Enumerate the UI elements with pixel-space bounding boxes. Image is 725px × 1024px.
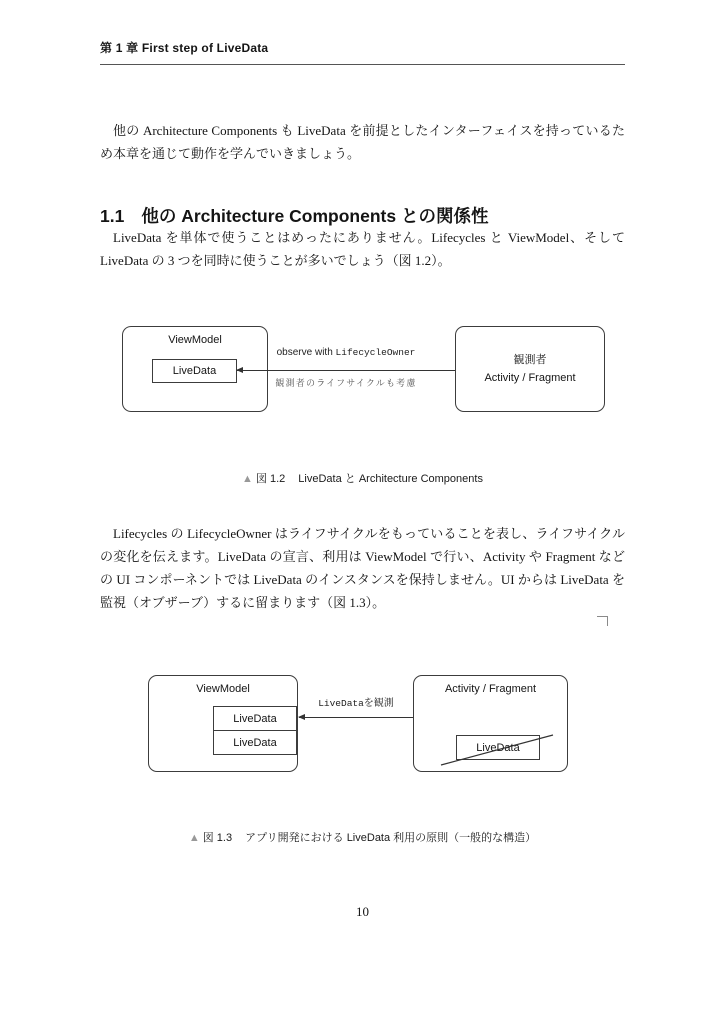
strikethrough-line: [438, 732, 556, 768]
figure-1-2-caption: [100, 470, 625, 486]
section-heading: [100, 203, 488, 228]
figure-1-2-caption-label: 図 1.2: [255, 473, 286, 485]
intro-paragraph: 他の Architecture Components も LiveData を前提としたインターフェイスを持っているため本章を通じて動作を学んでいきましょう。: [100, 123, 625, 161]
print-artifact-corner-mark: [597, 616, 608, 626]
observe-arrow-label: [237, 347, 455, 358]
observe-arrow-label-text: を観測: [363, 698, 394, 709]
activity-fragment-box: [413, 675, 568, 772]
observe-arrow-label-text: observe with: [276, 347, 336, 358]
observer-box-line2: Activity / Fragment: [484, 372, 576, 384]
observer-box-line1: 観測者: [513, 354, 547, 366]
figure-1-3-diagram: [100, 675, 625, 775]
section-title: 他の Architecture Components との関係性: [141, 205, 489, 226]
figure-1-3-caption: [100, 829, 625, 845]
chapter-header: [100, 39, 625, 65]
observe-arrow: [299, 717, 413, 718]
livedata-box: LiveData: [213, 730, 297, 755]
observe-arrow-sublabel: 観測者のライフサイクルも考慮: [275, 378, 417, 388]
figure-1-2-caption-text: LiveData と Architecture Components: [298, 473, 483, 485]
activity-fragment-box-title: Activity / Fragment: [444, 683, 537, 695]
viewmodel-box-title: ViewModel: [196, 683, 250, 695]
viewmodel-box: [122, 326, 268, 412]
viewmodel-box: [148, 675, 298, 772]
lifecycleowner-code-label: LifecycleOwner: [335, 347, 416, 358]
observer-box: [455, 326, 605, 412]
section-lead-paragraph: LiveData を単体で使うことはめったにありません。Lifecycles と ViewModel、そして LiveData の 3 つを同時に使うことが多いでしょう（図 1.2）。: [100, 230, 625, 268]
observe-arrow: [237, 370, 455, 371]
viewmodel-box-title: ViewModel: [168, 334, 222, 346]
page-number: 10: [356, 904, 369, 919]
caption-triangle-icon: ▲: [188, 832, 200, 844]
livedata-code-label: LiveData: [318, 698, 364, 709]
figure-1-3-caption-label: 図 1.3: [202, 832, 233, 844]
livedata-box: LiveData: [213, 706, 297, 731]
caption-triangle-icon: ▲: [242, 473, 253, 485]
chapter-title: 第 1 章 First step of LiveData: [100, 41, 269, 55]
body-paragraph: Lifecycles の LifecycleOwner はライフサイクルをもっていることを表し、ライフサイクルの変化を伝えます。LiveData の宣言、利用は ViewModel で行い、Activity や Fragment などの UI コンポーネントでは LiveData のインスタンスを保持しません。UI からは LiveData を監視（オブザーブ）するに留まります（図 1.3）。: [100, 526, 625, 610]
crossed-livedata-box: LiveData: [456, 735, 540, 760]
figure-1-3-caption-text: アプリ開発における LiveData 利用の原則（一般的な構造）: [245, 832, 537, 844]
observe-arrow-label: [290, 694, 422, 709]
figure-1-2-diagram: [100, 326, 625, 416]
livedata-box: LiveData: [152, 359, 237, 383]
section-number: 1.1: [100, 205, 125, 226]
